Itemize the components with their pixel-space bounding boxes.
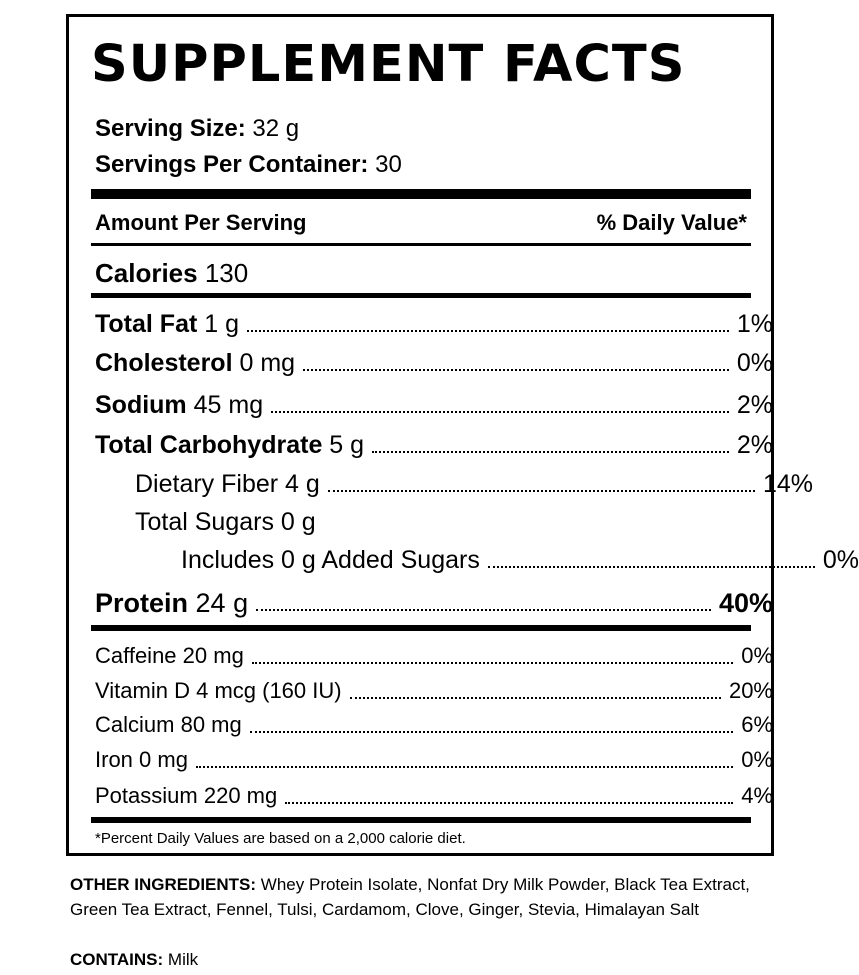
- nutrient-amount: 24 g: [195, 588, 249, 618]
- nutrient-daily-value: 2%: [736, 391, 773, 419]
- nutrient-label: Total Sugars: [135, 508, 274, 536]
- other-ingredients-text: Whey Protein Isolate, Nonfat Dry Milk Powder, Black Tea Extract, Green Tea Extract, Fennel, Tulsi, Cardamom, Clove, Ginger, Stevia, Himalayan Salt: [70, 875, 750, 919]
- nutrient-daily-value: 2%: [736, 431, 773, 459]
- servings-per-container-value: 30: [375, 151, 402, 178]
- vitamin-row: [69, 745, 773, 775]
- vitamin-amount: 220 mg: [203, 783, 278, 808]
- vitamin-row: [69, 676, 773, 706]
- nutrient-label: Cholesterol: [95, 349, 233, 377]
- nutrient-row: [69, 588, 773, 618]
- servings-per-container: [95, 151, 402, 179]
- vitamin-daily-value: 4%: [741, 783, 773, 808]
- nutrient-row: [69, 390, 773, 420]
- nutrient-label: Total Fat: [95, 310, 198, 338]
- calories-label: Calories: [95, 258, 198, 288]
- vitamin-label: Vitamin D: [95, 678, 190, 703]
- nutrient-amount: 1 g: [204, 310, 240, 338]
- nutrient-row: [69, 309, 773, 339]
- leader-dots: [372, 451, 729, 453]
- nutrient-label: Includes 0 g Added Sugars: [181, 546, 480, 574]
- vitamin-daily-value: 0%: [741, 747, 773, 772]
- vitamin-label: Calcium: [95, 712, 175, 737]
- other-ingredients-label: OTHER INGREDIENTS:: [70, 875, 257, 894]
- panel-title: SUPPLEMENT FACTS: [91, 35, 686, 94]
- leader-dots: [247, 330, 729, 332]
- vitamin-label: Iron: [95, 747, 133, 772]
- leader-dots: [196, 766, 733, 768]
- amount-per-serving-label: Amount Per Serving: [95, 210, 307, 235]
- vitamin-daily-value: 6%: [741, 712, 773, 737]
- nutrient-amount: 0 mg: [239, 349, 296, 377]
- nutrient-daily-value: 14%: [762, 470, 813, 498]
- nutrient-row: [69, 507, 813, 537]
- other-ingredients: [70, 872, 780, 922]
- servings-per-container-label: Servings Per Container:: [95, 151, 369, 178]
- serving-size-value: 32 g: [252, 115, 300, 142]
- nutrient-label: Sodium: [95, 391, 187, 419]
- supplement-facts-panel: [66, 14, 859, 856]
- vitamin-amount: 4 mcg (160 IU): [196, 678, 342, 703]
- thin-divider: [91, 243, 751, 246]
- nutrient-row: [69, 545, 859, 575]
- thick-divider: [91, 189, 751, 199]
- vitamin-row: [69, 781, 773, 811]
- vitamin-row: [69, 710, 773, 740]
- serving-size: [95, 115, 299, 143]
- nutrient-daily-value: 1%: [736, 310, 773, 338]
- leader-dots: [488, 566, 815, 568]
- vitamin-daily-value: 20%: [728, 678, 773, 703]
- vitamin-amount: 0 mg: [139, 747, 188, 772]
- leader-dots: [250, 731, 733, 733]
- nutrient-row: [69, 348, 773, 378]
- nutrient-row: [69, 469, 813, 499]
- contains-text: Milk: [167, 950, 199, 969]
- nutrient-amount: 45 mg: [193, 391, 264, 419]
- leader-dots: [350, 697, 721, 699]
- nutrient-label: Total Carbohydrate: [95, 431, 323, 459]
- calories-row: [95, 257, 248, 289]
- nutrient-daily-value: 0%: [822, 546, 859, 574]
- calories-value: 130: [204, 258, 249, 288]
- medium-divider: [91, 625, 751, 631]
- medium-divider: [91, 293, 751, 298]
- leader-dots: [271, 411, 729, 413]
- nutrient-daily-value: 0%: [736, 349, 773, 377]
- vitamin-amount: 20 mg: [182, 643, 244, 668]
- nutrient-amount: 0 g: [280, 508, 316, 536]
- nutrient-label: Protein: [95, 588, 189, 618]
- nutrient-row: [69, 430, 773, 460]
- medium-divider: [91, 817, 751, 823]
- leader-dots: [252, 662, 733, 664]
- daily-value-footnote: *Percent Daily Values are based on a 2,000 calorie diet.: [95, 830, 466, 847]
- nutrient-daily-value: 40%: [718, 588, 773, 618]
- leader-dots: [256, 609, 711, 611]
- nutrient-label: Dietary Fiber: [135, 470, 279, 498]
- nutrient-amount: 4 g: [285, 470, 320, 498]
- serving-size-label: Serving Size:: [95, 115, 246, 142]
- daily-value-label: % Daily Value*: [596, 210, 747, 235]
- vitamin-label: Caffeine: [95, 643, 177, 668]
- allergen-contains: [70, 947, 198, 972]
- leader-dots: [285, 802, 733, 804]
- column-header: [95, 209, 747, 237]
- vitamin-daily-value: 0%: [741, 643, 773, 668]
- leader-dots: [328, 490, 755, 492]
- vitamin-label: Potassium: [95, 783, 198, 808]
- vitamin-row: [69, 641, 773, 671]
- vitamin-amount: 80 mg: [180, 712, 242, 737]
- nutrient-amount: 5 g: [329, 431, 365, 459]
- contains-label: CONTAINS:: [70, 950, 164, 969]
- leader-dots: [303, 369, 729, 371]
